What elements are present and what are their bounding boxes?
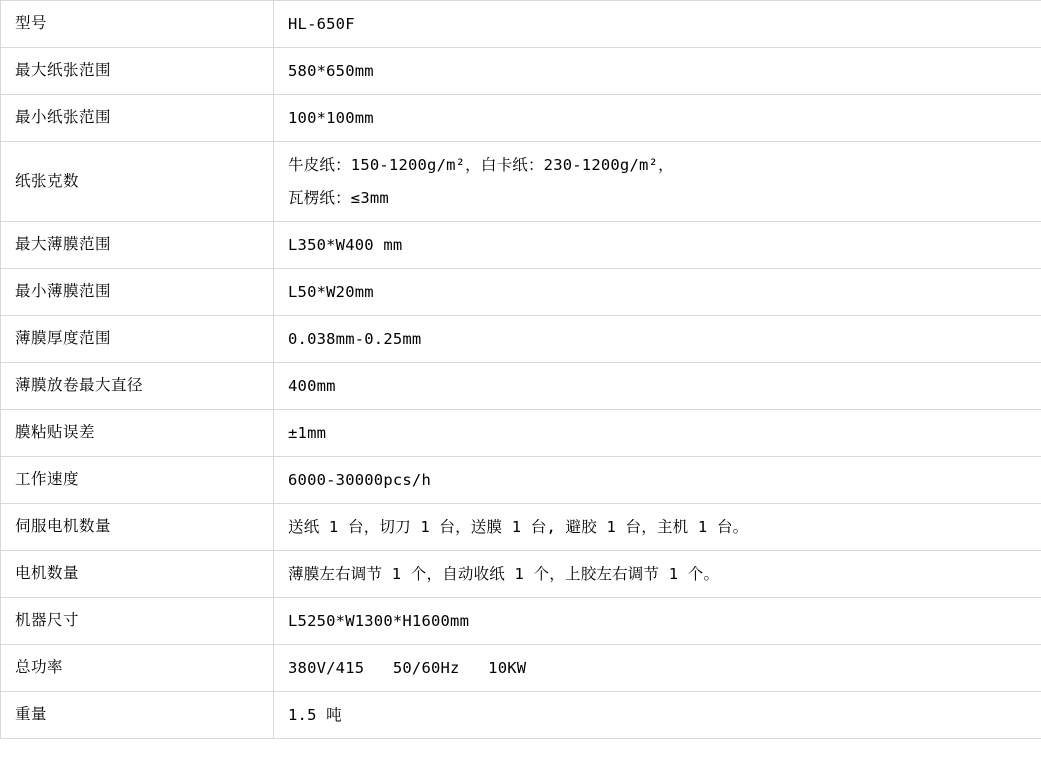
spec-value-line: L50*W20mm (288, 283, 374, 302)
spec-value-line: L350*W400 mm (288, 236, 403, 255)
spec-value-line: 送纸 1 台，切刀 1 台，送膜 1 台, 避胶 1 台，主机 1 台。 (288, 518, 749, 537)
spec-label-cell: 膜粘贴误差 (1, 410, 274, 457)
spec-value-cell (274, 410, 1041, 457)
spec-value-line: 580*650mm (288, 62, 374, 81)
table-row (1, 551, 1041, 598)
spec-value-line: 0.038mm-0.25mm (288, 330, 422, 349)
spec-value-line: 瓦楞纸：≤3mm (288, 189, 389, 208)
spec-value-cell (274, 142, 1041, 222)
spec-value-cell (274, 504, 1041, 551)
spec-value-line: 100*100mm (288, 109, 374, 128)
table-row (1, 598, 1041, 645)
spec-label-cell: 最大纸张范围 (1, 48, 274, 95)
spec-value-cell (274, 1, 1041, 48)
spec-value-cell (274, 222, 1041, 269)
spec-value-cell (274, 316, 1041, 363)
table-row (1, 645, 1041, 692)
table-row (1, 504, 1041, 551)
spec-label-cell: 伺服电机数量 (1, 504, 274, 551)
spec-value-cell (274, 457, 1041, 504)
spec-value-cell (274, 269, 1041, 316)
table-row (1, 692, 1041, 739)
spec-value-line: 400mm (288, 377, 336, 396)
spec-label-cell: 纸张克数 (1, 142, 274, 222)
spec-value-cell (274, 48, 1041, 95)
table-row (1, 222, 1041, 269)
spec-value-line: 牛皮纸：150-1200g/m²，白卡纸：230-1200g/m²， (288, 156, 674, 175)
spec-label-cell: 最大薄膜范围 (1, 222, 274, 269)
spec-value-cell (274, 363, 1041, 410)
spec-value-cell (274, 551, 1041, 598)
spec-value-cell (274, 598, 1041, 645)
spec-value-cell (274, 645, 1041, 692)
table-row (1, 1, 1041, 48)
spec-label-cell: 最小纸张范围 (1, 95, 274, 142)
spec-value-line: 380V/415 50/60Hz 10KW (288, 659, 527, 678)
spec-value-line: 6000-30000pcs/h (288, 471, 431, 490)
spec-label-cell: 重量 (1, 692, 274, 739)
table-row (1, 410, 1041, 457)
table-row (1, 457, 1041, 504)
table-row (1, 142, 1041, 222)
table-row (1, 48, 1041, 95)
spec-value-cell (274, 95, 1041, 142)
spec-label-cell: 薄膜厚度范围 (1, 316, 274, 363)
table-row (1, 269, 1041, 316)
table-row (1, 316, 1041, 363)
spec-label-cell: 机器尺寸 (1, 598, 274, 645)
table-body (1, 1, 1041, 739)
spec-label-cell: 电机数量 (1, 551, 274, 598)
spec-label-cell: 总功率 (1, 645, 274, 692)
spec-label-cell: 型号 (1, 1, 274, 48)
table-row (1, 95, 1041, 142)
spec-label-cell: 最小薄膜范围 (1, 269, 274, 316)
spec-label-cell: 工作速度 (1, 457, 274, 504)
spec-value-cell (274, 692, 1041, 739)
spec-value-line: ±1mm (288, 424, 327, 443)
spec-label-cell: 薄膜放卷最大直径 (1, 363, 274, 410)
spec-value-line: HL-650F (288, 15, 355, 33)
table-row (1, 363, 1041, 410)
spec-value-line: 1.5 吨 (288, 706, 342, 725)
spec-value-line: L5250*W1300*H1600mm (288, 612, 470, 631)
spec-value-line: 薄膜左右调节 1 个，自动收纸 1 个，上胶左右调节 1 个。 (288, 565, 720, 584)
